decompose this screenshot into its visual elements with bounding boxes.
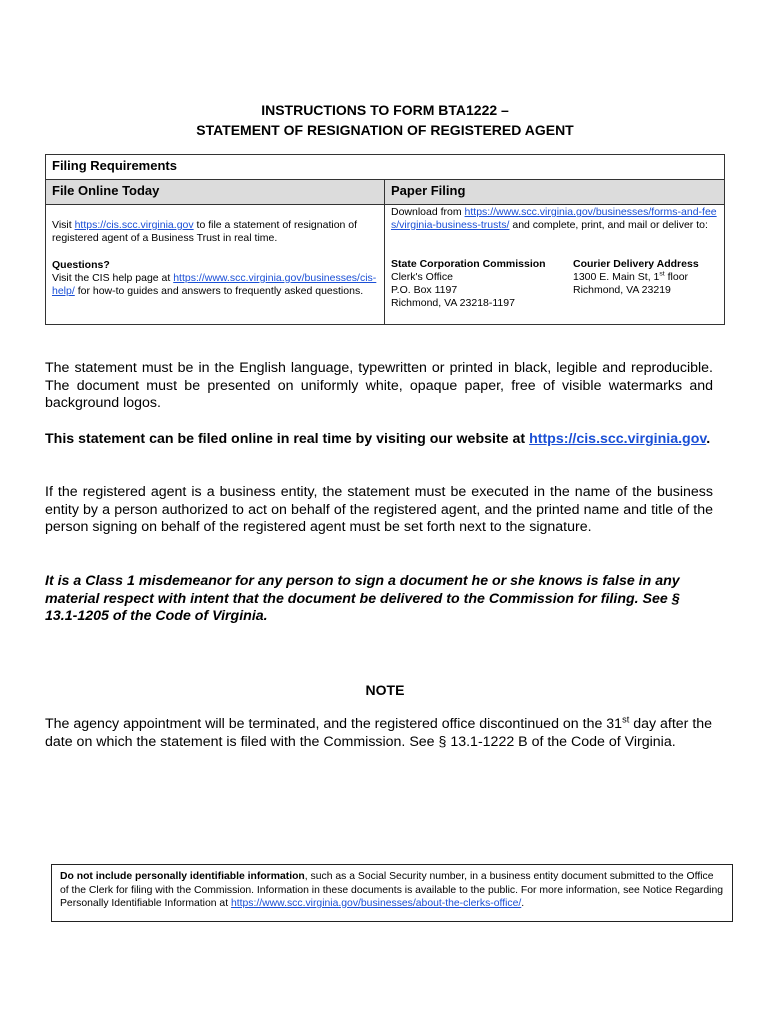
download-suffix: and complete, print, and mail or deliver to: — [509, 219, 708, 231]
pii-text: , such as a Social Security number, in a business entity document submitted to the Office of the Clerk for filing with the Commission. Information in these documents is available to the public. For more information, see Notice Regarding Personally Identifiable Information at — [60, 871, 724, 909]
courier-sup: st — [659, 270, 665, 278]
note-text — [45, 716, 713, 751]
online-text: This statement can be filed online in real time by visiting our website at — [45, 431, 530, 447]
paragraph-online — [45, 431, 713, 449]
courier-line-1 — [573, 271, 718, 284]
commission-address — [391, 258, 573, 310]
commission-title: State Corporation Commission — [391, 258, 546, 270]
note-post: day after the date on which the statement is filed with the Commission. See § 13.1-1222 B of the Code of Virginia. — [45, 716, 713, 750]
visit-prefix: Visit — [52, 219, 75, 231]
commission-line-3: Richmond, VA 23218-1197 — [391, 297, 515, 309]
note-title: NOTE — [365, 682, 405, 698]
commission-line-2: P.O. Box 1197 — [391, 284, 458, 296]
addresses — [385, 256, 724, 324]
file-online-text — [46, 205, 384, 257]
questions-text — [52, 272, 378, 298]
pii-end: . — [521, 898, 525, 909]
file-online-column — [46, 180, 385, 324]
forms-link[interactable]: https://www.scc.virginia.gov/businesses/forms-and-fees/virginia-business-trusts/ — [391, 206, 717, 231]
filing-requirements-heading: Filing Requirements — [46, 155, 724, 180]
download-prefix: Download from — [391, 206, 465, 218]
online-end: . — [706, 431, 711, 447]
document-title — [0, 100, 770, 140]
courier-line-2: Richmond, VA 23219 — [573, 284, 671, 296]
commission-line-1: Clerk's Office — [391, 271, 453, 283]
filing-requirements-table — [45, 154, 725, 325]
file-online-heading: File Online Today — [46, 180, 384, 205]
cis-link[interactable]: https://cis.scc.virginia.gov — [74, 219, 194, 231]
courier-address — [573, 258, 718, 310]
pii-notice-box — [51, 864, 733, 922]
note-sup: st — [622, 714, 630, 725]
title-line-1: INSTRUCTIONS TO FORM BTA1222 – — [261, 102, 509, 118]
questions-prefix: Visit the CIS help page at — [52, 272, 174, 284]
paper-filing-column — [385, 180, 724, 324]
paragraph-misdemeanor: It is a Class 1 misdemeanor for any person to sign a document he or she knows is false in any material respect with intent that the document be delivered to the Commission for filing. See § 13.1-1205 of the Code of Virginia. — [45, 573, 680, 625]
pii-bold: Do not include personally identifiable information — [60, 871, 305, 882]
questions-suffix: for how-to guides and answers to frequently asked questions. — [74, 285, 364, 297]
courier-floor: floor — [664, 271, 689, 283]
cis-website-link[interactable]: https://cis.scc.virginia.gov — [529, 431, 707, 447]
paragraph-language: The statement must be in the English language, typewritten or printed in black, legible and reproducible. The document must be presented on uniformly white, opaque paper, free of visible watermarks and background logos. — [45, 360, 713, 412]
visit-suffix: to file a statement of resignation of registered agent of a Business Trust in real time. — [52, 219, 358, 244]
courier-street: 1300 E. Main St, 1 — [573, 271, 660, 283]
cis-help-link[interactable]: https://www.scc.virginia.gov/businesses/cis-help/ — [52, 272, 377, 297]
clerks-office-link[interactable]: https://www.scc.virginia.gov/businesses/about-the-clerks-office/ — [230, 898, 522, 909]
courier-title: Courier Delivery Address — [573, 258, 699, 270]
paragraph-business-entity: If the registered agent is a business entity, the statement must be executed in the name of the business entity by a person authorized to act on behalf of the registered agent, and the printed name and title of the person signing on behalf of the registered agent must be set forth next to the signature. — [45, 484, 713, 536]
title-line-2: STATEMENT OF RESIGNATION OF REGISTERED AGENT — [196, 122, 574, 138]
questions-label: Questions? — [52, 259, 110, 271]
questions-block — [46, 257, 384, 312]
note-pre: The agency appointment will be terminated, and the registered office discontinued on the 31 — [45, 716, 623, 732]
download-text — [385, 205, 724, 256]
paper-filing-heading: Paper Filing — [385, 180, 724, 205]
